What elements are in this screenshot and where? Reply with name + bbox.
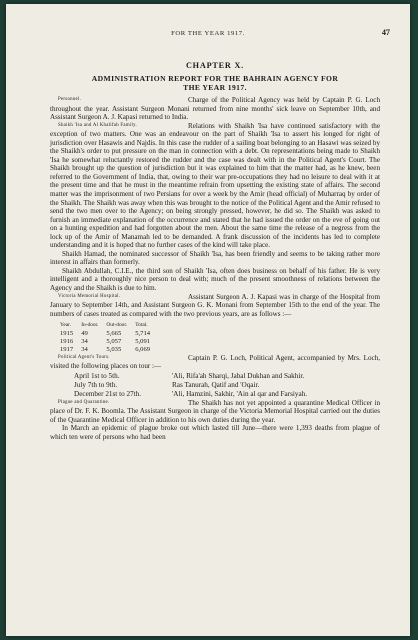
table-cell: 5,057 [106,337,122,345]
table-cell: 49 [81,329,88,337]
table-cell: 5,714 [135,329,151,337]
margin-note-tours: Political Agent's Tours. [58,354,110,360]
document-page [6,4,410,636]
report-title [50,74,380,92]
paragraph-plague [50,399,380,425]
table-row [60,346,158,354]
margin-note-personnel: Personnel. [58,96,82,102]
chapter-heading: CHAPTER X. [185,61,245,70]
table-cell: 34 [81,337,88,345]
paragraph-relations [50,122,380,250]
column-header: Out-door. [106,322,128,329]
table-cell: 1917 [60,345,74,353]
tour-places: Ras Tanurah, Qatif and 'Oqair. [172,380,260,389]
paragraph-shaikh-hamad: Shaikh Hamad, the nominated successor of Shaikh 'Isa, has been friendly and seems to be taking rather more interest in affairs than formerly. [50,249,380,267]
paragraph-personnel-text: Charge of the Political Agency was held by Captain P. G. Loch throughout the year. Assistant Surgeon Monani returned from nine months' sick leave on September 10th, and Assistant Surgeon A. J. Kapasi returned to India. [50,95,380,122]
column-header: Year. [60,322,71,329]
margin-note-plague: Plague and Quarantine. [58,399,110,405]
list-item [74,390,380,399]
table-cell: 5,035 [106,345,122,353]
paragraph-tours [50,354,380,371]
column-header: In-door. [81,322,99,329]
table-cell: 34 [81,345,88,353]
table-cell: 1916 [60,337,74,345]
page-number: 47 [381,28,390,37]
column-header: Total. [135,322,148,329]
tour-dates: April 1st to 5th. [74,371,120,380]
margin-note-relations: Shaikh 'Isa and Al Khalifah Family. [58,122,137,128]
hospital-cases-table [60,321,158,354]
table-cell: 5,665 [106,329,122,337]
running-head: FOR THE YEAR 1917. [171,30,245,37]
table-cell: 6,069 [135,345,151,353]
tour-dates: December 21st to 27th. [74,389,142,398]
tour-places: 'Ali, Hamzini, Sakhir, 'Ain al qar and Farsiyah. [172,389,308,398]
report-title-line-1: ADMINISTRATION REPORT FOR THE BAHRAIN AGENCY FOR [91,73,339,83]
list-item [74,372,380,381]
margin-note-hospital: Victoria Memorial Hospital. [58,293,121,299]
paragraph-hospital [50,293,380,319]
tour-list [74,372,380,399]
tour-dates: July 7th to 9th. [74,380,118,389]
list-item [74,381,380,390]
table-cell: 5,091 [135,337,151,345]
paragraph-plague-text: The Shaikh has not yet appointed a quarantine Medical Officer in place of Dr. F. K. Boomla. The Assistant Surgeon in charge of the Victoria Memorial Hospital carried out the duties of the Quarantine Medical Officer in addition to his own duties during the year. [50,398,380,424]
page-body [50,62,380,442]
report-title-line-2: THE YEAR 1917. [183,82,247,92]
paragraph-epidemic: In March an epidemic of plague broke out which lasted till June—there were 1,393 deaths from plague of which ten were of persons who had been [50,424,380,441]
paragraph-shaikh-abdullah: Shaikh Abdullah, C.I.E., the third son of Shaikh 'Isa, often does business on behalf of his father. He is very intelligent and a thoroughly nice person to deal with; much of the present smoothness of relations between the Agency and the Shaikh is due to him. [50,266,380,292]
paragraph-personnel [50,96,380,122]
paragraph-tours-text: Captain P. G. Loch, Political Agent, accompanied by Mrs. Loch, visited the following places on tour :— [50,353,380,371]
paragraph-relations-text: Relations with Shaikh 'Isa have continued satisfactory with the exception of two matters. One was an endeavour on the part of Shaikh 'Isa to assert his longed for right of jurisdiction over Hasawis and Najdis. In this case the rudder of a sailing boat belonging to an Hasawi was seized by the Shaikh's order to put pressure on the man in connection with a debt. On representations being made to Shaikh 'Isa he somewhat reluctantly restored the rudder and the case was dealt with in the Political Agent's Court. The Shaikh brought up the question of jurisdiction but it was explained to him that the matter had, as he knew, been referred to the Government of India, that, owing to their war pre-occupations they had no leisure to deal with it at the present time and that he must in the meantime refrain from upsetting the existing state of affairs. The second matter was the imprisonment of two Persians for over a week by the Amir (head official) of Muharraq by order of the Shaikh. The Shaikh was away when this was brought to the notice of the Political Agent and the Amir refused to send the two men over to the Agency; on being strongly pressed, however, he did so. The Shaikh was asked to furnish an immediate explanation of the occurrence and stated that he had issued the order on the eve of going out on a hunting expedition and had forgotten about the men. About the same time the release of a negress from the lock up of the Amir of Manamah led to be demanded. A frank discussion of the incidents has led to complete understanding and it is hoped that no further cases of the kind will take place. [50,121,380,250]
table-row [60,338,158,346]
table-row [60,330,158,338]
tour-places: 'Ali, Rifa'ah Sharqi, Jabal Dukhan and Sakhir. [172,371,305,380]
paragraph-hospital-text: Assistant Surgeon A. J. Kapasi was in charge of the Hospital from January to September 14th, and Assistant Surgeon G. K. Monani from September 15th to the end of the year. The numbers of cases treated as compared with the two previous years, are as follows :— [50,292,380,318]
table-header-row [60,321,158,330]
table-cell: 1915 [60,329,74,337]
